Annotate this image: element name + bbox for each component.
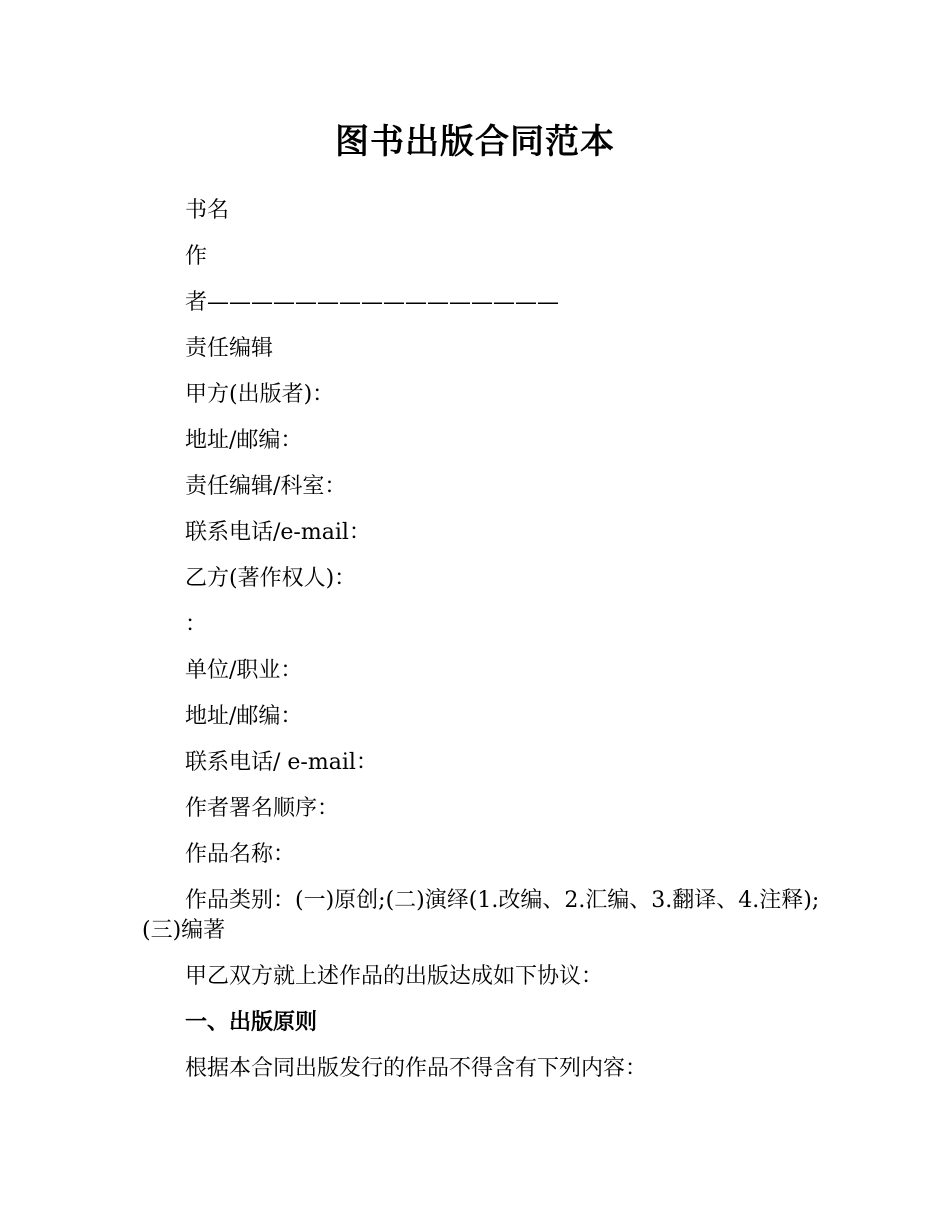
section-1-heading: 一、出版原则: [185, 1010, 318, 1035]
section-1-text: 根据本合同出版发行的作品不得含有下列内容：: [185, 1056, 648, 1081]
party-a-address-line: 地址/邮编：: [185, 428, 303, 453]
party-b-line: 乙方(著作权人)：: [185, 566, 357, 591]
work-name-line: 作品名称：: [185, 842, 296, 867]
document-body: [142, 196, 822, 1100]
work-category-paragraph: 作品类别：(一)原创;(二)演绎(1.改编、2.汇编、3.翻译、4.注释);(三)编著: [142, 888, 820, 943]
colon-line: ：: [185, 612, 208, 637]
author-order-line: 作者署名顺序：: [185, 796, 340, 821]
author-line-2: 者————————————————: [185, 290, 560, 315]
agreement-line: 甲乙双方就上述作品的出版达成如下协议：: [185, 964, 604, 989]
party-a-editor-line: 责任编辑/科室：: [185, 474, 347, 499]
party-b-contact-line: 联系电话/ e-mail：: [185, 750, 378, 775]
book-name-line: 书名: [185, 198, 230, 223]
party-b-address-line: 地址/邮编：: [185, 704, 303, 729]
party-a-line: 甲方(出版者)：: [185, 382, 335, 407]
party-b-unit-line: 单位/职业：: [185, 658, 303, 683]
author-line-1: 作: [185, 244, 208, 269]
responsible-editor-line: 责任编辑: [185, 336, 274, 361]
party-a-contact-line: 联系电话/e-mail：: [185, 520, 371, 545]
document-title: 图书出版合同范本: [335, 122, 615, 162]
